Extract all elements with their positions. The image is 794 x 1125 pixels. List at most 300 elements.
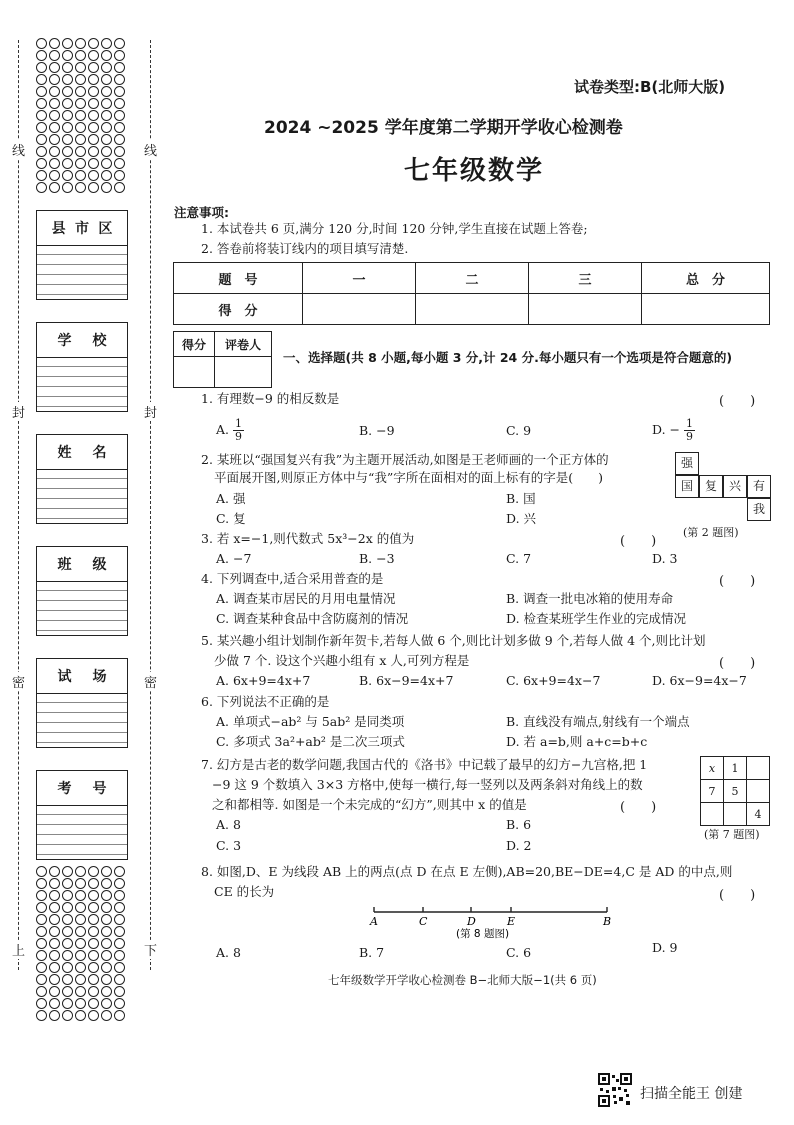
option-d[interactable]: D. 3: [652, 551, 678, 566]
binding-hole-icon: [36, 962, 47, 973]
binding-hole-icon: [49, 134, 60, 145]
binding-hole-icon: [36, 902, 47, 913]
binding-hole-icon: [75, 974, 86, 985]
dot-pattern-top: [36, 38, 128, 193]
binding-hole-icon: [88, 914, 99, 925]
answer-paren[interactable]: ( ): [719, 394, 756, 409]
binding-hole-icon: [114, 38, 125, 49]
binding-hole-icon: [75, 950, 86, 961]
exam-title: 2024 ~2025 学年度第二学期开学收心检测卷: [264, 118, 623, 138]
binding-hole-icon: [62, 926, 73, 937]
binding-hole-icon: [88, 938, 99, 949]
binding-hole-icon: [62, 98, 73, 109]
option-c[interactable]: C. 7: [506, 551, 532, 566]
binding-hole-icon: [88, 122, 99, 133]
binding-hole-icon: [101, 950, 112, 961]
magic-square-figure: [700, 756, 770, 826]
binding-hole-icon: [75, 170, 86, 181]
binding-hole-icon: [62, 158, 73, 169]
question-8-stem: CE 的长为: [214, 884, 275, 899]
binding-hole-icon: [88, 110, 99, 121]
info-field-class[interactable]: 班 级: [36, 546, 128, 636]
binding-hole-icon: [62, 902, 73, 913]
binding-hole-icon: [36, 182, 47, 193]
point-label: D: [467, 915, 476, 928]
binding-hole-icon: [88, 866, 99, 877]
binding-hole-icon: [114, 866, 125, 877]
binding-hole-icon: [114, 110, 125, 121]
binding-hole-icon: [49, 98, 60, 109]
binding-hole-icon: [49, 878, 60, 889]
binding-hole-icon: [36, 974, 47, 985]
binding-hole-icon: [114, 962, 125, 973]
binding-hole-icon: [36, 914, 47, 925]
binding-hole-icon: [114, 890, 125, 901]
binding-hole-icon: [75, 998, 86, 1009]
answer-paren[interactable]: ( ): [719, 888, 756, 903]
info-field-exam-number[interactable]: 考 号: [36, 770, 128, 860]
score-cell[interactable]: [416, 294, 529, 325]
cube-face: 复: [699, 475, 723, 498]
dot-pattern-bottom: [36, 866, 128, 1021]
binding-strip: [0, 0, 170, 1125]
question-7-stem: 之和都相等. 如图是一个未完成的“幻方”,则其中 x 的值是: [212, 797, 527, 812]
binding-hole-icon: [36, 878, 47, 889]
option-a[interactable]: A. 6x+9=4x+7: [216, 673, 311, 688]
binding-hole-icon: [36, 134, 47, 145]
binding-mark: 密: [12, 672, 25, 691]
binding-hole-icon: [36, 1010, 47, 1021]
answer-paren[interactable]: ( ): [719, 574, 756, 589]
binding-hole-icon: [101, 158, 112, 169]
page-footer: 七年级数学开学收心检测卷 B−北师大版−1(共 6 页): [328, 973, 597, 987]
binding-hole-icon: [75, 878, 86, 889]
binding-hole-icon: [75, 902, 86, 913]
cube-face: 兴: [723, 475, 747, 498]
binding-hole-icon: [101, 914, 112, 925]
cube-face: 有: [747, 475, 771, 498]
cube-face: 强: [675, 452, 699, 475]
score-table: [173, 262, 770, 325]
question-2-stem: 平面展开图,则原正方体中与“我”字所在面相对的面上标有的字是( ): [214, 470, 604, 485]
score-header: 题 号: [174, 263, 303, 294]
binding-hole-icon: [114, 146, 125, 157]
binding-hole-icon: [101, 86, 112, 97]
magic-cell: [747, 780, 770, 803]
binding-hole-icon: [62, 38, 73, 49]
question-3-stem: 3. 若 x=−1,则代数式 5x³−2x 的值为: [201, 531, 415, 546]
binding-hole-icon: [88, 1010, 99, 1021]
binding-hole-icon: [114, 938, 125, 949]
binding-hole-icon: [49, 62, 60, 73]
paper-type: 试卷类型:B(北师大版): [574, 78, 726, 96]
binding-hole-icon: [49, 902, 60, 913]
binding-hole-icon: [36, 170, 47, 181]
binding-line-left: [18, 40, 20, 970]
binding-hole-icon: [114, 98, 125, 109]
option-c[interactable]: C. 6x+9=4x−7: [506, 673, 601, 688]
binding-hole-icon: [88, 134, 99, 145]
binding-hole-icon: [62, 50, 73, 61]
binding-mark: 封: [12, 402, 25, 421]
binding-hole-icon: [88, 986, 99, 997]
binding-hole-icon: [88, 902, 99, 913]
binding-hole-icon: [75, 38, 86, 49]
binding-hole-icon: [114, 122, 125, 133]
option-c[interactable]: C. 复: [216, 511, 246, 526]
option-d[interactable]: D. − $\frac{1}{9}$: [652, 417, 693, 443]
magic-cell: 5: [724, 780, 747, 803]
binding-hole-icon: [49, 890, 60, 901]
question-5-stem: 少做 7 个. 设这个兴趣小组有 x 人,可列方程是: [214, 653, 470, 668]
grader-box: 得分 评卷人: [173, 331, 272, 388]
binding-hole-icon: [49, 38, 60, 49]
binding-hole-icon: [36, 890, 47, 901]
binding-hole-icon: [88, 182, 99, 193]
binding-hole-icon: [49, 74, 60, 85]
binding-hole-icon: [36, 158, 47, 169]
option-c[interactable]: C. 6: [506, 945, 532, 960]
option-b[interactable]: B. 国: [506, 491, 536, 506]
binding-hole-icon: [49, 170, 60, 181]
question-4-stem: 4. 下列调查中,适合采用普查的是: [201, 571, 384, 586]
binding-hole-icon: [75, 962, 86, 973]
option-a[interactable]: A. 8: [216, 817, 241, 832]
binding-hole-icon: [36, 998, 47, 1009]
score-cell[interactable]: [529, 294, 642, 325]
info-field-exam-room[interactable]: 试 场: [36, 658, 128, 748]
option-a[interactable]: A. $\frac{1}{9}$: [216, 417, 242, 443]
binding-hole-icon: [101, 74, 112, 85]
score-header: 三: [529, 263, 642, 294]
binding-hole-icon: [62, 962, 73, 973]
binding-hole-icon: [49, 866, 60, 877]
magic-cell: 7: [701, 780, 724, 803]
binding-hole-icon: [75, 74, 86, 85]
option-d[interactable]: D. 兴: [506, 511, 537, 526]
binding-hole-icon: [101, 182, 112, 193]
binding-mark: 线: [144, 140, 157, 159]
binding-hole-icon: [88, 50, 99, 61]
binding-hole-icon: [36, 146, 47, 157]
binding-hole-icon: [36, 938, 47, 949]
question-7-stem: −9 这 9 个数填入 3×3 方格中,使每一横行,每一竖列以及两条斜对角线上的数: [212, 777, 643, 792]
grader-name-cell[interactable]: [215, 357, 272, 388]
binding-hole-icon: [88, 878, 99, 889]
binding-hole-icon: [75, 182, 86, 193]
segment-figure: [360, 898, 620, 940]
binding-hole-icon: [101, 998, 112, 1009]
binding-hole-icon: [62, 1010, 73, 1021]
binding-hole-icon: [114, 170, 125, 181]
score-cell[interactable]: [303, 294, 416, 325]
answer-paren[interactable]: ( ): [620, 534, 657, 549]
binding-hole-icon: [88, 950, 99, 961]
binding-hole-icon: [75, 98, 86, 109]
binding-hole-icon: [75, 1010, 86, 1021]
option-a[interactable]: A. 单项式−ab² 与 5ab² 是同类项: [216, 714, 405, 729]
option-a[interactable]: A. −7: [216, 551, 252, 566]
info-field-name[interactable]: 姓 名: [36, 434, 128, 524]
binding-hole-icon: [62, 110, 73, 121]
binding-hole-icon: [62, 878, 73, 889]
binding-mark: 封: [144, 402, 157, 421]
binding-hole-icon: [36, 926, 47, 937]
binding-hole-icon: [114, 926, 125, 937]
option-b[interactable]: B. 6x−9=4x+7: [359, 673, 454, 688]
score-cell[interactable]: [642, 294, 770, 325]
binding-hole-icon: [101, 902, 112, 913]
binding-hole-icon: [101, 50, 112, 61]
subject-title: 七年级数学: [404, 156, 545, 186]
binding-hole-icon: [49, 926, 60, 937]
binding-hole-icon: [36, 950, 47, 961]
binding-hole-icon: [62, 74, 73, 85]
score-header: 二: [416, 263, 529, 294]
binding-hole-icon: [75, 86, 86, 97]
magic-cell: [701, 803, 724, 826]
binding-hole-icon: [88, 890, 99, 901]
option-d[interactable]: D. 2: [506, 838, 532, 853]
question-7-stem: 7. 幻方是古老的数学问题,我国古代的《洛书》中记载了最早的幻方−九宫格,把 1: [201, 757, 648, 772]
binding-hole-icon: [101, 110, 112, 121]
binding-hole-icon: [88, 146, 99, 157]
question-8-stem: 8. 如图,D、E 为线段 AB 上的两点(点 D 在点 E 左侧),AB=20,BE−DE=4,C 是 AD 的中点,则: [201, 864, 733, 879]
qr-code-icon: [598, 1073, 632, 1107]
binding-hole-icon: [75, 158, 86, 169]
question-6-stem: 6. 下列说法不正确的是: [201, 694, 330, 709]
binding-hole-icon: [101, 62, 112, 73]
binding-hole-icon: [62, 62, 73, 73]
magic-cell: [747, 757, 770, 780]
magic-cell: 4: [747, 803, 770, 826]
binding-hole-icon: [36, 122, 47, 133]
binding-hole-icon: [101, 38, 112, 49]
score-header: 一: [303, 263, 416, 294]
cube-face: 我: [747, 498, 771, 521]
binding-hole-icon: [88, 170, 99, 181]
binding-hole-icon: [62, 134, 73, 145]
option-c[interactable]: C. 调查某种食品中含防腐剂的情况: [216, 611, 409, 626]
binding-hole-icon: [49, 986, 60, 997]
binding-hole-icon: [101, 878, 112, 889]
binding-hole-icon: [88, 38, 99, 49]
binding-hole-icon: [49, 182, 60, 193]
binding-hole-icon: [101, 170, 112, 181]
option-d[interactable]: D. 若 a=b,则 a+c=b+c: [506, 734, 648, 749]
binding-hole-icon: [114, 974, 125, 985]
notice-item: 1. 本试卷共 6 页,满分 120 分,时间 120 分钟,学生直接在试题上答卷;: [201, 221, 588, 236]
option-b[interactable]: B. −9: [359, 423, 395, 438]
binding-hole-icon: [36, 38, 47, 49]
binding-mark: 上: [12, 940, 25, 959]
binding-hole-icon: [62, 938, 73, 949]
binding-hole-icon: [36, 62, 47, 73]
cube-face: 国: [675, 475, 699, 498]
point-label: C: [419, 915, 428, 928]
binding-hole-icon: [101, 866, 112, 877]
scanner-watermark: 扫描全能王 创建: [640, 1086, 743, 1102]
option-d[interactable]: D. 9: [652, 940, 678, 955]
section-heading: 一、选择题(共 8 小题,每小题 3 分,计 24 分.每小题只有一个选项是符合题意的): [283, 350, 733, 365]
binding-hole-icon: [36, 986, 47, 997]
binding-hole-icon: [101, 1010, 112, 1021]
binding-hole-icon: [36, 110, 47, 121]
binding-hole-icon: [88, 74, 99, 85]
binding-mark: 下: [144, 940, 157, 959]
binding-hole-icon: [101, 98, 112, 109]
binding-hole-icon: [75, 122, 86, 133]
binding-hole-icon: [49, 158, 60, 169]
figure-caption: (第 8 题图): [456, 928, 510, 940]
binding-hole-icon: [75, 986, 86, 997]
binding-hole-icon: [62, 950, 73, 961]
option-a[interactable]: A. 强: [216, 491, 246, 506]
binding-hole-icon: [62, 122, 73, 133]
binding-hole-icon: [62, 974, 73, 985]
binding-hole-icon: [114, 134, 125, 145]
question-1-stem: 1. 有理数−9 的相反数是: [201, 391, 340, 406]
binding-hole-icon: [114, 950, 125, 961]
figure-caption: (第 2 题图): [683, 526, 739, 539]
option-c[interactable]: C. 9: [506, 423, 532, 438]
grader-score-cell[interactable]: [174, 357, 215, 388]
binding-hole-icon: [88, 926, 99, 937]
option-c[interactable]: C. 3: [216, 838, 242, 853]
magic-cell: [724, 803, 747, 826]
option-a[interactable]: A. 调查某市居民的月用电量情况: [216, 591, 396, 606]
binding-line-right: [150, 40, 152, 970]
binding-hole-icon: [114, 878, 125, 889]
binding-hole-icon: [88, 62, 99, 73]
figure-caption: (第 7 题图): [704, 828, 760, 841]
binding-hole-icon: [49, 998, 60, 1009]
binding-hole-icon: [49, 938, 60, 949]
binding-hole-icon: [114, 902, 125, 913]
binding-hole-icon: [88, 98, 99, 109]
binding-hole-icon: [49, 974, 60, 985]
binding-hole-icon: [88, 158, 99, 169]
binding-hole-icon: [75, 62, 86, 73]
binding-hole-icon: [62, 170, 73, 181]
binding-hole-icon: [101, 122, 112, 133]
option-d[interactable]: D. 检查某班学生作业的完成情况: [506, 611, 687, 626]
binding-hole-icon: [101, 926, 112, 937]
answer-paren[interactable]: ( ): [620, 800, 657, 815]
binding-hole-icon: [114, 50, 125, 61]
binding-hole-icon: [101, 890, 112, 901]
option-b[interactable]: B. −3: [359, 551, 395, 566]
binding-hole-icon: [36, 86, 47, 97]
binding-hole-icon: [114, 86, 125, 97]
binding-hole-icon: [49, 950, 60, 961]
binding-mark: 线: [12, 140, 25, 159]
binding-hole-icon: [49, 146, 60, 157]
score-row-label: 得 分: [174, 294, 303, 325]
binding-hole-icon: [49, 86, 60, 97]
score-header: 总 分: [642, 263, 770, 294]
info-field-county[interactable]: 县 市 区: [36, 210, 128, 300]
info-field-school[interactable]: 学 校: [36, 322, 128, 412]
binding-hole-icon: [49, 914, 60, 925]
option-b[interactable]: B. 调查一批电冰箱的使用寿命: [506, 591, 674, 606]
option-a[interactable]: A. 8: [216, 945, 241, 960]
binding-hole-icon: [114, 62, 125, 73]
binding-hole-icon: [114, 914, 125, 925]
binding-hole-icon: [62, 998, 73, 1009]
binding-hole-icon: [75, 890, 86, 901]
binding-hole-icon: [49, 50, 60, 61]
binding-hole-icon: [36, 74, 47, 85]
point-label: A: [370, 915, 378, 928]
binding-hole-icon: [62, 146, 73, 157]
binding-hole-icon: [101, 146, 112, 157]
binding-hole-icon: [62, 182, 73, 193]
binding-hole-icon: [88, 998, 99, 1009]
binding-hole-icon: [75, 866, 86, 877]
point-label: B: [603, 915, 612, 928]
binding-hole-icon: [75, 134, 86, 145]
binding-hole-icon: [75, 914, 86, 925]
binding-hole-icon: [62, 914, 73, 925]
binding-hole-icon: [75, 938, 86, 949]
question-5-stem: 5. 某兴趣小组计划制作新年贺卡,若每人做 6 个,则比计划多做 9 个,若每人做 4 个,则比计划: [201, 633, 706, 648]
binding-hole-icon: [36, 866, 47, 877]
binding-hole-icon: [88, 86, 99, 97]
binding-hole-icon: [114, 986, 125, 997]
binding-hole-icon: [62, 86, 73, 97]
binding-hole-icon: [88, 962, 99, 973]
binding-hole-icon: [49, 110, 60, 121]
binding-hole-icon: [75, 50, 86, 61]
binding-hole-icon: [75, 926, 86, 937]
binding-hole-icon: [62, 890, 73, 901]
answer-paren[interactable]: ( ): [719, 656, 756, 671]
option-b[interactable]: B. 直线没有端点,射线有一个端点: [506, 714, 690, 729]
binding-hole-icon: [88, 974, 99, 985]
binding-mark: 密: [144, 672, 157, 691]
binding-hole-icon: [36, 50, 47, 61]
binding-hole-icon: [114, 998, 125, 1009]
binding-hole-icon: [101, 974, 112, 985]
notice-item: 2. 答卷前将装订线内的项目填写清楚.: [201, 241, 409, 256]
option-b[interactable]: B. 7: [359, 945, 385, 960]
binding-hole-icon: [114, 74, 125, 85]
binding-hole-icon: [114, 1010, 125, 1021]
binding-hole-icon: [62, 986, 73, 997]
point-label: E: [507, 915, 516, 928]
question-2-stem: 2. 某班以“强国复兴有我”为主题开展活动,如图是王老师画的一个正方体的: [201, 452, 609, 467]
binding-hole-icon: [114, 158, 125, 169]
magic-cell: 1: [724, 757, 747, 780]
binding-hole-icon: [49, 1010, 60, 1021]
binding-hole-icon: [75, 146, 86, 157]
binding-hole-icon: [114, 182, 125, 193]
binding-hole-icon: [101, 962, 112, 973]
notice-heading: 注意事项:: [174, 205, 229, 220]
binding-hole-icon: [49, 122, 60, 133]
binding-hole-icon: [62, 866, 73, 877]
option-d[interactable]: D. 6x−9=4x−7: [652, 673, 747, 688]
binding-hole-icon: [75, 110, 86, 121]
option-b[interactable]: B. 6: [506, 817, 532, 832]
binding-hole-icon: [101, 938, 112, 949]
binding-hole-icon: [36, 98, 47, 109]
binding-hole-icon: [49, 962, 60, 973]
option-c[interactable]: C. 多项式 3a²+ab² 是二次三项式: [216, 734, 405, 749]
binding-hole-icon: [101, 134, 112, 145]
binding-hole-icon: [101, 986, 112, 997]
